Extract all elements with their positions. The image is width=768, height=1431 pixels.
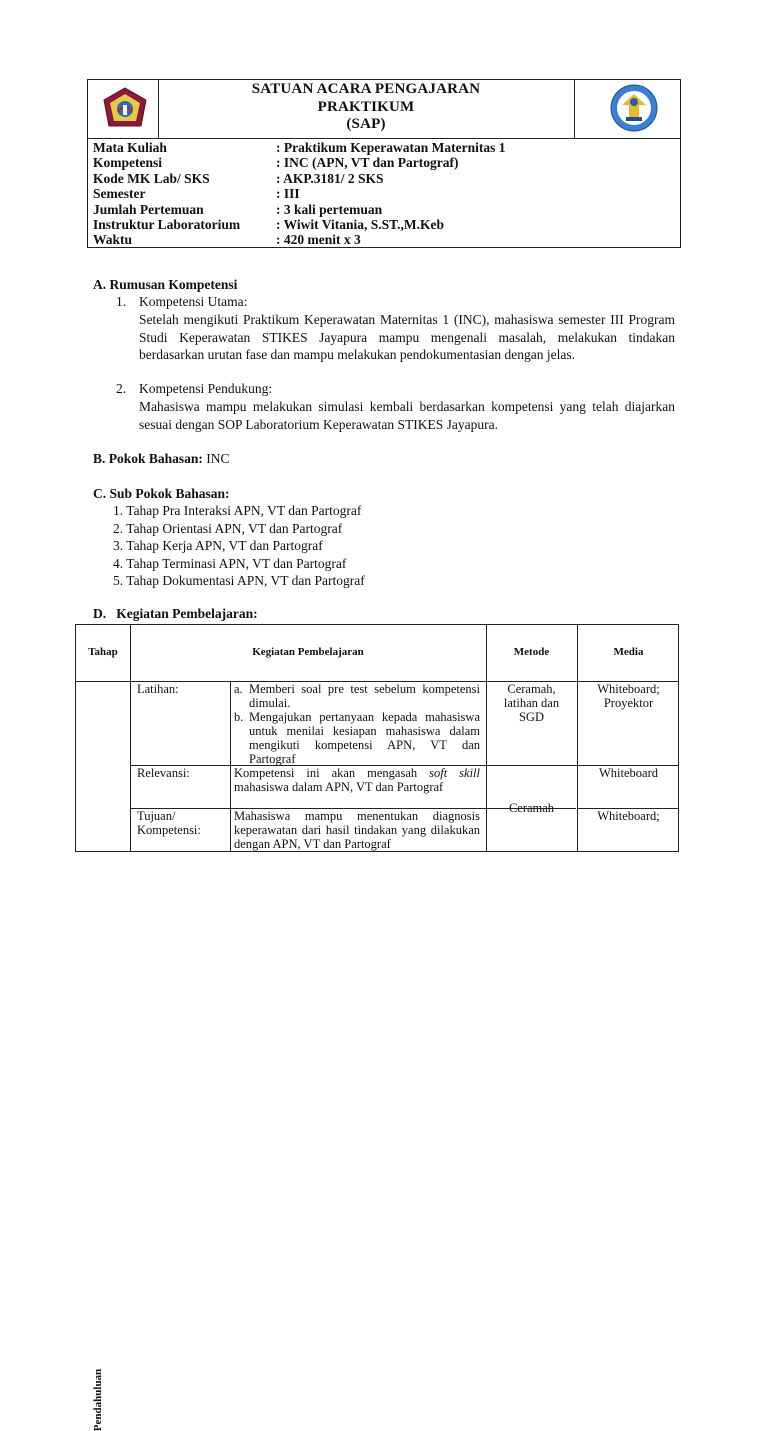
activity-text: Mengajukan pertanyaan kepada mahasiswa untuk menilai kesiapan mahasiswa dalam mengikuti kompetensi APN, VT dan Partograf — [249, 710, 480, 766]
list-item — [113, 555, 365, 573]
table-divider — [486, 625, 487, 851]
info-value: : Wiwit Vitania, S.ST.,M.Keb — [276, 217, 445, 233]
section-c-heading: C. Sub Pokok Bahasan: — [93, 486, 230, 501]
table-divider — [577, 625, 578, 851]
method-cell: Ceramah — [508, 801, 555, 815]
list-marker: b. — [234, 710, 244, 724]
list-number: 1. — [116, 294, 127, 309]
competency-main-text: Setelah mengikuti Praktikum Keperawatan Maternitas 1 (INC), mahasiswa semester III Program Studi Keperawatan STIKES Jayapura mampu mengenali masalah, melakukan tindakan berdasarkan urutan fase dan mampu melakukan pendokumentasian dengan jelas. — [139, 312, 675, 362]
info-value: : III — [276, 186, 300, 202]
list-number: 1. — [113, 503, 124, 518]
info-row — [93, 217, 505, 232]
info-key: Jumlah Pertemuan — [93, 201, 204, 217]
list-text: Tahap Pra Interaksi APN, VT dan Partograf — [126, 503, 362, 518]
row-label: Relevansi: — [137, 766, 190, 780]
list-number: 4. — [113, 555, 124, 571]
list-number: 2. — [116, 381, 127, 396]
activity-text-part: mahasiswa dalam APN, VT dan Partograf — [234, 780, 444, 794]
table-divider — [130, 625, 131, 851]
list-text: Tahap Dokumentasi APN, VT dan Partograf — [126, 573, 365, 588]
info-value: : 3 kali pertemuan — [276, 201, 383, 217]
method-cell: Ceramah, latihan dan SGD — [503, 682, 560, 724]
table-divider — [230, 681, 231, 851]
section-b-heading: B. Pokok Bahasan: — [93, 451, 203, 466]
stikes-logo — [102, 85, 148, 131]
info-row — [93, 140, 505, 155]
list-item — [113, 502, 365, 520]
media-cell: Whiteboard; — [597, 809, 660, 823]
list-marker: a. — [234, 682, 243, 696]
info-key: Kompetensi — [93, 155, 162, 171]
info-row — [93, 232, 505, 247]
header-table — [87, 79, 681, 248]
list-text: Tahap Terminasi APN, VT dan Partograf — [126, 555, 347, 571]
activity-text-part: Kompetensi ini akan mengasah — [234, 766, 430, 780]
competency-support-title: Kompetensi Pendukung: — [139, 381, 273, 396]
activity-text-italic: soft skill — [429, 766, 480, 780]
title-line: PRAKTIKUM — [317, 98, 415, 115]
stage-label — [90, 1370, 106, 1430]
competency-main-title: Kompetensi Utama: — [139, 294, 248, 309]
info-row — [93, 202, 505, 217]
info-row — [93, 186, 505, 201]
section-d-heading: D. Kegiatan Pembelajaran: — [93, 606, 258, 621]
list-number: 3. — [113, 538, 124, 553]
info-key: Instruktur Laboratorium — [93, 217, 241, 233]
activity-text: Memberi soal pre test sebelum kompetensi dimulai. — [249, 682, 480, 710]
activity-text: Mahasiswa mampu menentukan diagnosis keperawatan dari hasil tindakan yang dilakukan dengan APN, VT dan Partograf — [234, 809, 480, 851]
stage-text: Pendahuluan — [92, 1368, 104, 1431]
competency-support-text: Mahasiswa mampu melakukan simulasi kembali berdasarkan kompetensi yang telah diajarkan sesuai dengan SOP Laboratorium Keperawatan STIKES Jayapura. — [139, 399, 675, 432]
section-b — [93, 450, 230, 468]
header-divider — [574, 80, 575, 138]
info-key: Waktu — [93, 232, 133, 248]
title-line: (SAP) — [346, 116, 386, 132]
list-number: 5. — [113, 573, 124, 588]
list-item — [113, 520, 365, 538]
course-info — [93, 140, 505, 248]
list-text: Tahap Kerja APN, VT dan Partograf — [126, 538, 323, 553]
column-header: Media — [613, 646, 644, 658]
list-item — [113, 572, 365, 590]
list-item — [113, 537, 365, 555]
info-value: : Praktikum Keperawatan Maternitas 1 — [276, 140, 506, 155]
info-row — [93, 155, 505, 170]
media-cell: Whiteboard — [598, 766, 658, 780]
document-title — [158, 81, 574, 134]
activity-text — [234, 766, 480, 794]
info-key: Kode MK Lab/ SKS — [93, 170, 210, 186]
column-header: Kegiatan Pembelajaran — [252, 646, 364, 658]
learning-activity-table — [75, 624, 679, 1431]
column-header: Tahap — [88, 646, 118, 658]
column-header: Metode — [513, 646, 550, 658]
media-cell: Whiteboard; Proyektor — [597, 682, 660, 710]
info-row — [93, 171, 505, 186]
header-divider — [88, 138, 680, 139]
info-key: Mata Kuliah — [93, 140, 167, 155]
section-a-heading: A. Rumusan Kompetensi — [93, 277, 238, 292]
info-value: : 420 menit x 3 — [276, 232, 361, 248]
title-line: SATUAN ACARA PENGAJARAN — [251, 81, 481, 97]
info-key: Semester — [93, 186, 146, 202]
info-value: : INC (APN, VT dan Partograf) — [276, 155, 459, 171]
list-number: 2. — [113, 520, 124, 536]
section-b-value: INC — [206, 451, 230, 466]
row-label: Latihan: — [137, 682, 179, 696]
info-value: : AKP.3181/ 2 SKS — [276, 170, 384, 186]
tut-wuri-handayani-logo — [608, 83, 660, 133]
row-label: Tujuan/ Kompetensi: — [137, 809, 201, 837]
list-text: Tahap Orientasi APN, VT dan Partograf — [126, 520, 343, 536]
sub-topic-list — [113, 502, 365, 590]
